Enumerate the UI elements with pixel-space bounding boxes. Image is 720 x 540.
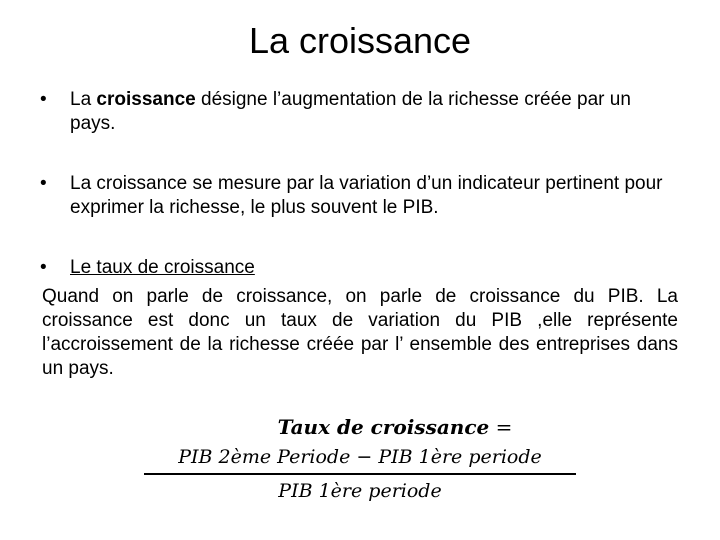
bullet-icon: • <box>40 89 47 110</box>
formula-numerator: PIB 2ème Periode − PIB 1ère periode <box>178 446 542 468</box>
bullet-icon: • <box>40 257 47 278</box>
formula-denominator: PIB 1ère periode <box>278 480 442 502</box>
bullet-text-pre: La <box>70 89 97 110</box>
bullet-text: La croissance se mesure par la variation d’un indicateur pertinent pour exprimer la richesse, le plus souvent le PIB. <box>70 173 663 218</box>
bullet-text <box>70 88 680 136</box>
formula-equals: = <box>489 415 513 439</box>
bullet-text-post: désigne l’augmentation de la richesse créée par un pays. <box>70 89 631 134</box>
bullet-text-bold: croissance <box>96 89 196 110</box>
explanation-paragraph: Quand on parle de croissance, on parle de croissance du PIB. La croissance est donc un taux de variation du PIB ,elle représente l’accroissement de la richesse créée par l’ ensemble des entreprises dans un pays. <box>42 286 678 379</box>
bullet-text: Le taux de croissance <box>70 257 255 278</box>
bullet-icon: • <box>40 173 47 194</box>
formula-label <box>140 413 580 441</box>
fraction-bar <box>144 473 576 475</box>
formula-label-text: Taux de croissance <box>277 415 490 439</box>
slide-title: La croissance <box>248 20 472 61</box>
growth-rate-formula <box>140 413 580 505</box>
